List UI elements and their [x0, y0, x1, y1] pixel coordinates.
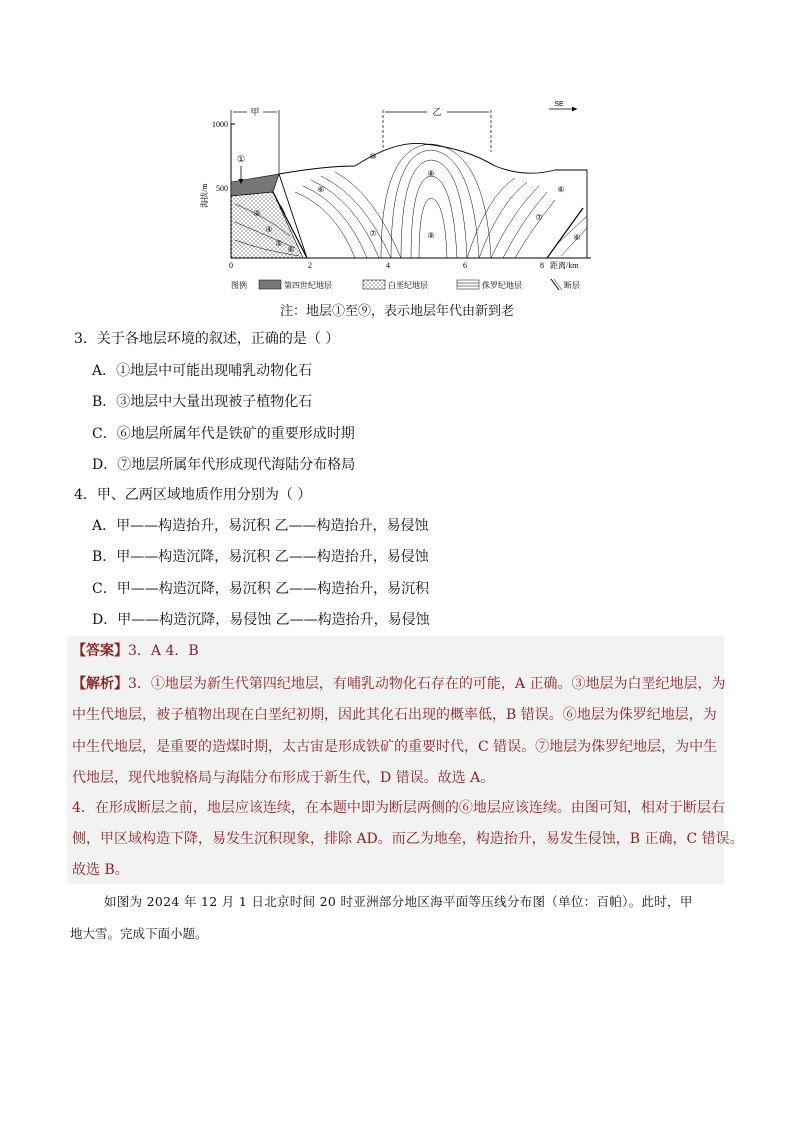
stratum-label-7a: ⑦ [369, 229, 377, 238]
analysis-text-1: 3．①地层为新生代第四纪地层，有哺乳动物化石存在的可能，A 正确。③地层为白垩纪地层，为 [128, 676, 726, 692]
legend-fault: 断层 [564, 281, 580, 290]
question-4-stem: 4．甲、乙两区域地质作用分别为（ ） [74, 487, 312, 503]
y-tick-1000: 1000 [212, 120, 228, 129]
x-tick-6: 6 [463, 261, 467, 270]
question-4-option-c: C．甲——构造沉降，易沉积 乙——构造抬升，易沉积 [92, 581, 430, 597]
analysis-line-7: 故选 B。 [72, 862, 129, 878]
direction-label: SE [554, 101, 564, 108]
question-4-option-b: B．甲——构造沉降，易沉积 乙——构造抬升，易侵蚀 [92, 549, 429, 565]
answer-text: 3．A 4．B [128, 643, 199, 659]
analysis-line-1 [72, 674, 725, 694]
question-3-option-d: D．⑦地层所属年代形成现代海陆分布格局 [92, 457, 356, 473]
question-3-option-a: A．①地层中可能出现哺乳动物化石 [92, 363, 313, 379]
analysis-line-5: 4．在形成断层之前，地层应该连续，在本题中即为断层两侧的⑥地层应该连续。由图可知，相对于断层右 [72, 800, 725, 816]
y-axis-label: 海拔/m [200, 183, 209, 208]
stratum-label-9: ⑨ [427, 231, 435, 240]
analysis-line-3: 中生代地层，是重要的造煤时期，太古宙是形成铁矿的重要时代，C 错误。⑦地层为侏罗纪地层，为中生 [72, 739, 718, 755]
geologic-cross-section-figure [195, 96, 605, 296]
analysis-tag: 【解析】 [72, 676, 128, 692]
next-group-intro-line-1: 如图为 2024 年 12 月 1 日北京时间 20 时亚洲部分地区海平面等压线分布图（单位：百帕）。此时，甲 [104, 894, 693, 909]
legend-title: 图例 [231, 281, 247, 290]
x-tick-4: 4 [386, 261, 390, 270]
question-4-option-d: D．甲——构造沉降，易侵蚀 乙——构造抬升，易侵蚀 [92, 612, 430, 628]
x-tick-2: 2 [308, 261, 312, 270]
label-jia: 甲 [250, 108, 260, 118]
y-tick-500: 500 [216, 184, 228, 193]
analysis-line-4: 代地层，现代地貌格局与海陆分布形成于新生代，D 错误。故选 A。 [72, 770, 495, 786]
label-yi: 乙 [432, 108, 442, 118]
x-axis-label: 距离/km [550, 261, 579, 270]
svg-text:0: 0 [229, 261, 233, 270]
stratum-label-6b: ⑥ [287, 245, 295, 254]
stratum-label-1: ① [236, 155, 246, 165]
stratum-label-6c: ⑥ [557, 185, 565, 194]
stratum-label-6d: ⑥ [573, 233, 581, 242]
legend-quaternary: 第四世纪地层 [284, 281, 332, 290]
legend-jurassic: 侏罗纪地层 [482, 281, 522, 290]
answer-tag: 【答案】 [72, 643, 128, 659]
stratum-label-7b: ⑦ [535, 213, 543, 222]
analysis-line-6: 侧，甲区域构造下降，易发生沉积现象，排除 AD。而乙为地垒，构造抬升，易发生侵蚀，B 正确，C 错误。 [72, 831, 744, 847]
surface-profile [279, 143, 587, 258]
stratum-label-6a: ⑥ [317, 185, 325, 194]
question-3-option-b: B．③地层中大量出现被子植物化石 [92, 394, 313, 410]
figure-note: 注：地层①至⑨，表示地层年代由新到老 [279, 304, 514, 319]
legend-cretaceous-swatch [363, 280, 385, 289]
x-tick-8: 8 [540, 261, 544, 270]
stratum-label-4: ④ [265, 225, 273, 234]
legend-quaternary-swatch [259, 280, 281, 289]
question-4-option-a: A．甲——构造抬升，易沉积 乙——构造抬升，易侵蚀 [92, 518, 429, 534]
legend-cretaceous: 白垩纪地层 [388, 281, 428, 290]
question-3-stem: 3．关于各地层环境的叙述，正确的是（ ） [74, 331, 340, 347]
next-group-intro-line-2: 地大雪。完成下面小题。 [70, 926, 208, 941]
question-3-option-c: C．⑥地层所属年代是铁矿的重要形成时期 [92, 426, 355, 442]
stratum-label-5: ⑤ [275, 239, 283, 248]
stratum-label-3: ③ [253, 209, 261, 218]
stratum-label-10: ⑩ [369, 152, 377, 161]
legend-jurassic-swatch [457, 280, 479, 289]
stratum-label-8: ⑧ [427, 169, 435, 178]
analysis-line-2: 中生代地层，被子植物出现在白垩纪初期，因此其化石出现的概率低，B 错误。⑥地层为侏罗纪地层，为 [72, 707, 717, 723]
answer-line [72, 641, 199, 661]
